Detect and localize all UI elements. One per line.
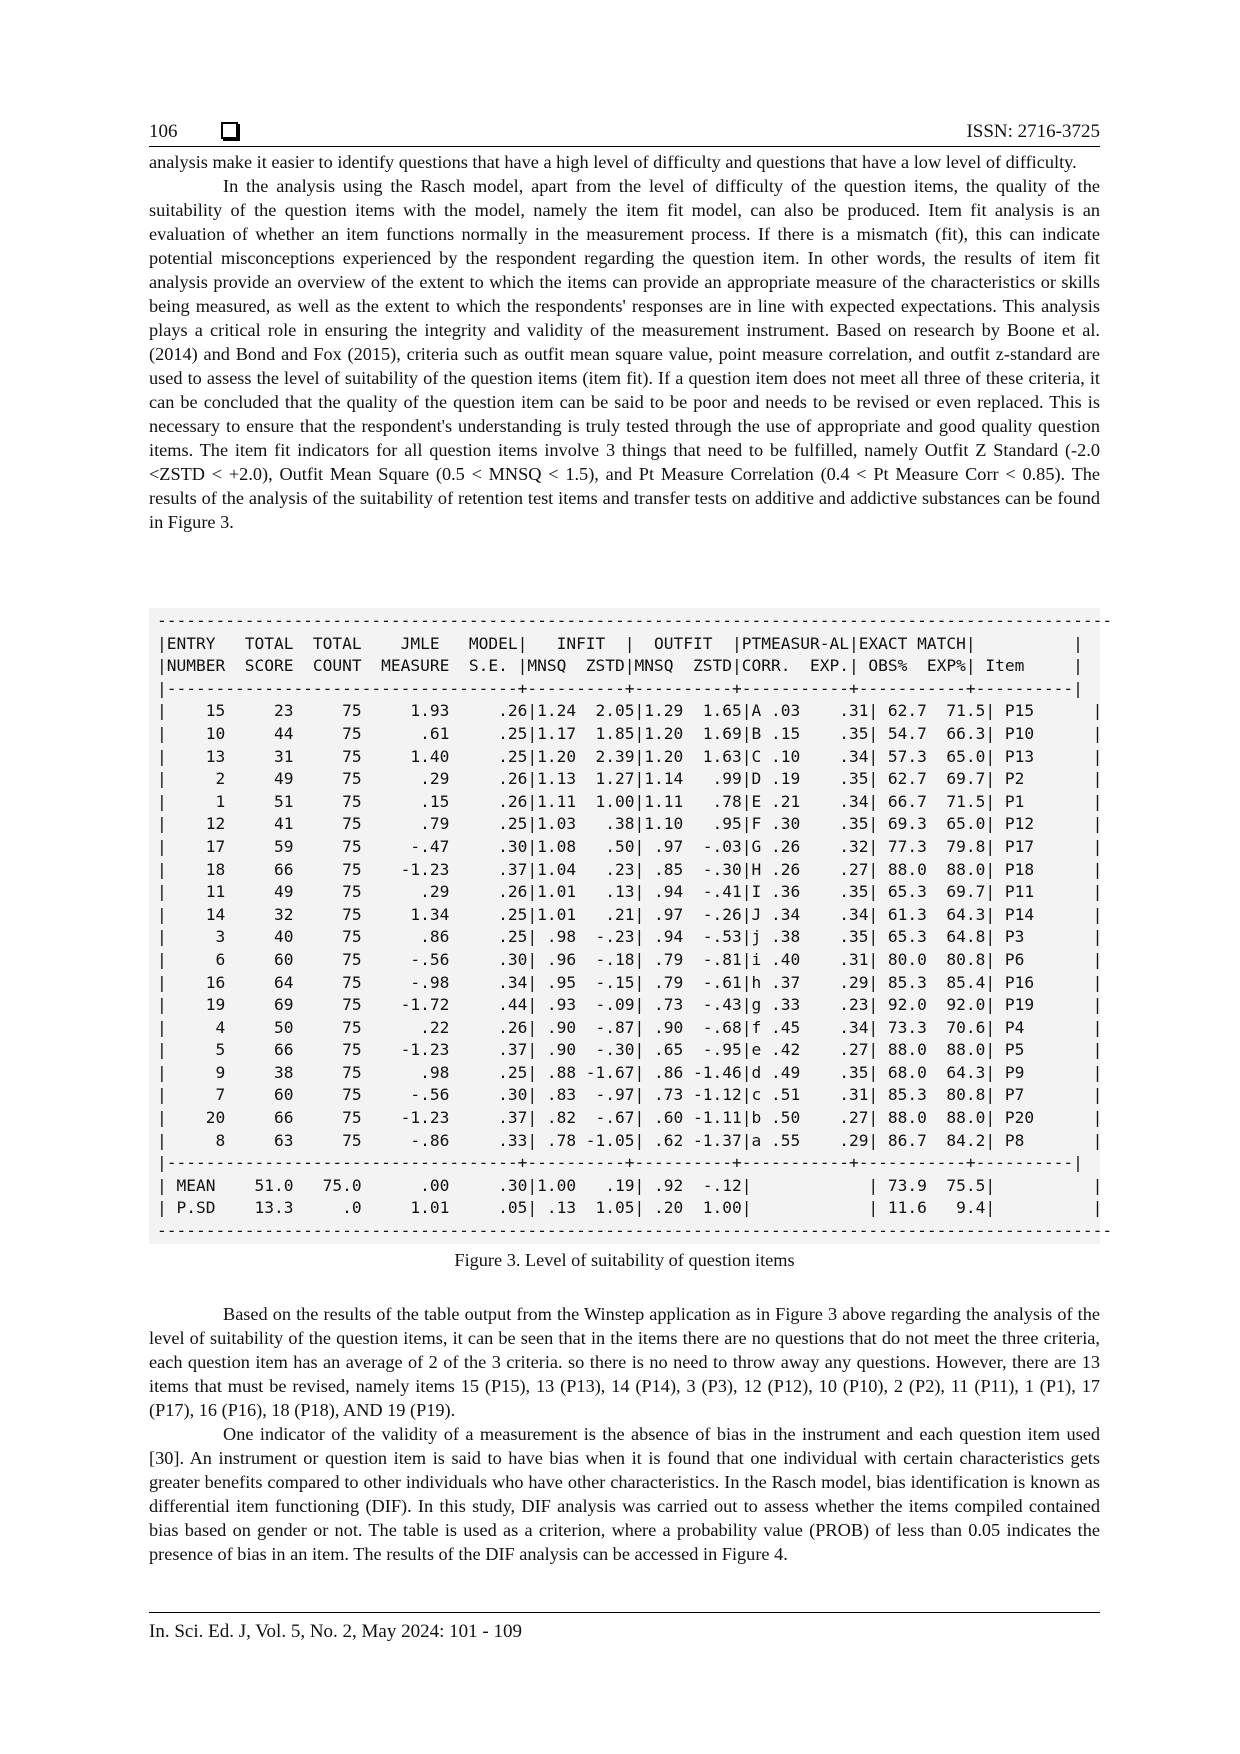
body-text-top [149, 150, 1100, 534]
page-header [149, 118, 1100, 147]
table-line: | 18 66 75 -1.23 .37|1.04 .23| .85 -.30|H .26 .27| 88.0 88.0| P18 | [157, 859, 1103, 879]
table-line: |------------------------------------+----------+----------+-----------+-----------+----------| [157, 678, 1083, 698]
table-line: | 17 59 75 -.47 .30|1.08 .50| .97 -.03|G .26 .32| 77.3 79.8| P17 | [157, 836, 1103, 856]
table-line: | 5 66 75 -1.23 .37| .90 -.30| .65 -.95|e .42 .27| 88.0 88.0| P5 | [157, 1040, 1103, 1060]
paragraph: In the analysis using the Rasch model, apart from the level of difficulty of the question items, the quality of the suitability of the question items with the model, namely the item fit model, can also be produced. Item fit analysis is an evaluation of whether an item functions normally in the measurement process. If there is a mismatch (fit), this can indicate potential misconceptions experienced by the respondent regarding the question item. In other words, the results of item fit analysis provide an overview of the extent to which the items can provide an appropriate measure of the characteristics or skills being measured, as well as the extent to which the respondents' responses are in line with expected expectations. This analysis plays a critical role in ensuring the integrity and validity of the measurement instrument. Based on research by Boone et al. (2014) and Bond and Fox (2015), criteria such as outfit mean square value, point measure correlation, and outfit z-standard are used to assess the level of suitability of the question items (item fit). If a question item does not meet all three of these criteria, it can be concluded that the quality of the question item can be said to be poor and needs to be revised or even replaced. This is necessary to ensure that the respondent's understanding is truly tested through the use of appropriate and good quality question items. The item fit indicators for all question items involve 3 things that need to be fulfilled, namely Outfit Z Standard (-2.0 <ZSTD < +2.0), Outfit Mean Square (0.5 < MNSQ < 1.5), and Pt Measure Correlation (0.4 < Pt Measure Corr < 0.85). The results of the analysis of the suitability of retention test items and transfer tests on additive and addictive substances can be found in Figure 3. [149, 176, 1100, 532]
table-line: | 14 32 75 1.34 .25|1.01 .21| .97 -.26|J .34 .34| 61.3 64.3| P14 | [157, 904, 1103, 924]
table-line: | 19 69 75 -1.72 .44| .93 -.09| .73 -.43|g .33 .23| 92.0 92.0| P19 | [157, 995, 1103, 1015]
table-line: | 20 66 75 -1.23 .37| .82 -.67| .60 -1.11|b .50 .27| 88.0 88.0| P20 | [157, 1108, 1103, 1128]
page-number: 106 [149, 121, 178, 142]
table-line: | P.SD 13.3 .0 1.01 .05| .13 1.05| .20 1.00| | 11.6 9.4| | [157, 1198, 1103, 1218]
table-line: | 8 63 75 -.86 .33| .78 -1.05| .62 -1.37|a .55 .29| 86.7 84.2| P8 | [157, 1130, 1103, 1150]
winsteps-output-table [149, 608, 1113, 1243]
table-line: | 6 60 75 -.56 .30| .96 -.18| .79 -.81|i .40 .31| 80.0 80.8| P6 | [157, 949, 1103, 969]
paragraph: analysis make it easier to identify questions that have a high level of difficulty and questions that have a low level of difficulty. [149, 152, 1077, 172]
paragraph: One indicator of the validity of a measurement is the absence of bias in the instrument and each question item used [30]. An instrument or question item is said to have bias when it is found that one individual with certain characteristics gets greater benefits compared to other individuals who have other characteristics. In the Rasch model, bias identification is known as differential item functioning (DIF). In this study, DIF analysis was carried out to assess whether the items compiled contained bias based on gender or not. The table is used as a criterion, where a probability value (PROB) of less than 0.05 indicates the presence of bias in an item. The results of the DIF analysis can be accessed in Figure 4. [149, 1424, 1100, 1564]
page-footer: In. Sci. Ed. J, Vol. 5, No. 2, May 2024: 101 - 109 [149, 1612, 1100, 1643]
table-line: |NUMBER SCORE COUNT MEASURE S.E. |MNSQ ZSTD|MNSQ ZSTD|CORR. EXP.| OBS% EXP%| Item | [157, 656, 1083, 676]
table-line: |ENTRY TOTAL TOTAL JMLE MODEL| INFIT | OUTFIT |PTMEASUR-AL|EXACT MATCH| | [157, 633, 1083, 653]
table-line: | 11 49 75 .29 .26|1.01 .13| .94 -.41|I .36 .35| 65.3 69.7| P11 | [157, 882, 1103, 902]
table-line: | MEAN 51.0 75.0 .00 .30|1.00 .19| .92 -.12| | 73.9 75.5| | [157, 1175, 1103, 1195]
table-line: | 16 64 75 -.98 .34| .95 -.15| .79 -.61|h .37 .29| 85.3 85.4| P16 | [157, 972, 1103, 992]
table-line: | 2 49 75 .29 .26|1.13 1.27|1.14 .99|D .19 .35| 62.7 69.7| P2 | [157, 769, 1103, 789]
table-line: | 4 50 75 .22 .26| .90 -.87| .90 -.68|f .45 .34| 73.3 70.6| P4 | [157, 1017, 1103, 1037]
table-line: |------------------------------------+----------+----------+-----------+-----------+----------| [157, 1153, 1083, 1173]
table-line: -------------------------------------------------------------------------------------------------- [157, 611, 1113, 630]
table-line: | 3 40 75 .86 .25| .98 -.23| .94 -.53|j .38 .35| 65.3 64.8| P3 | [157, 927, 1103, 947]
body-text-bottom [149, 1302, 1100, 1566]
table-line: | 10 44 75 .61 .25|1.17 1.85|1.20 1.69|B .15 .35| 54.7 66.3| P10 | [157, 723, 1103, 743]
table-line: | 7 60 75 -.56 .30| .83 -.97| .73 -1.12|c .51 .31| 85.3 80.8| P7 | [157, 1085, 1103, 1105]
figure-caption: Figure 3. Level of suitability of question items [454, 1250, 795, 1270]
issn-label: ISSN: 2716-3725 [966, 121, 1100, 142]
square-icon [221, 122, 238, 139]
table-line: | 12 41 75 .79 .25|1.03 .38|1.10 .95|F .30 .35| 69.3 65.0| P12 | [157, 814, 1103, 834]
table-line: | 13 31 75 1.40 .25|1.20 2.39|1.20 1.63|C .10 .34| 57.3 65.0| P13 | [157, 746, 1103, 766]
table-line: | 15 23 75 1.93 .26|1.24 2.05|1.29 1.65|A .03 .31| 62.7 71.5| P15 | [157, 701, 1103, 721]
table-line: | 9 38 75 .98 .25| .88 -1.67| .86 -1.46|d .49 .35| 68.0 64.3| P9 | [157, 1062, 1103, 1082]
table-line: | 1 51 75 .15 .26|1.11 1.00|1.11 .78|E .21 .34| 66.7 71.5| P1 | [157, 791, 1103, 811]
table-line: -------------------------------------------------------------------------------------------------- [157, 1221, 1113, 1241]
figure-3-item-fit-table [149, 608, 1113, 1244]
paragraph: Based on the results of the table output from the Winstep application as in Figure 3 above regarding the analysis of the level of suitability of the question items, it can be seen that in the items there are no questions that do not meet the three criteria, each question item has an average of 2 of the 3 criteria. so there is no need to throw away any questions. However, there are 13 items that must be revised, namely items 15 (P15), 13 (P13), 14 (P14), 3 (P3), 12 (P12), 10 (P10), 2 (P2), 11 (P11), 1 (P1), 17 (P17), 16 (P16), 18 (P18), AND 19 (P19). [149, 1304, 1100, 1420]
